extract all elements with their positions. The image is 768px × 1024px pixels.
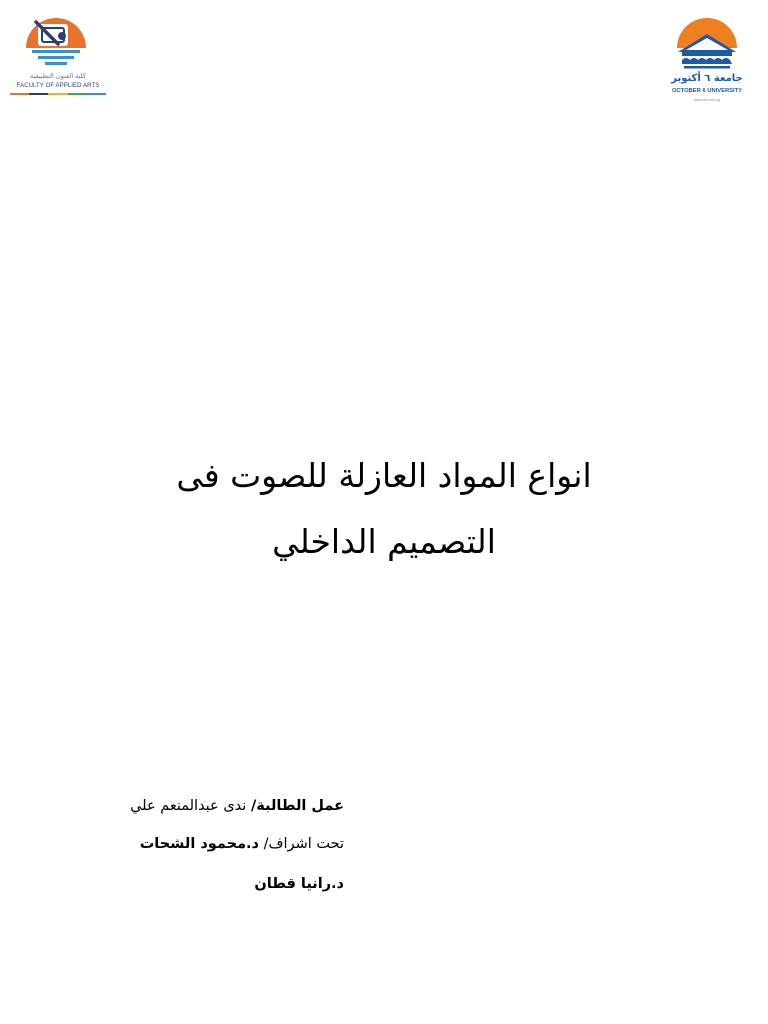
faculty-english-name: FACULTY OF APPLIED ARTS: [16, 83, 100, 89]
student-label: عمل الطالبة/: [250, 798, 344, 814]
supervisor-2-name: د.رانيا قطان: [254, 876, 344, 892]
october-6-university-logo: [664, 12, 750, 110]
university-emblem-icon: [672, 12, 742, 72]
faculty-color-stripe: [10, 93, 106, 95]
supervisor-2-line: [254, 873, 344, 895]
university-english-name: OCTOBER 6 UNIVERSITY: [671, 88, 743, 94]
university-website: www.o6u.edu.eg: [694, 98, 720, 102]
supervisor-1-name: د.محمود الشحات: [139, 836, 260, 852]
university-arabic-name: جامعة ٦ أكتوبر: [671, 73, 743, 84]
faculty-emblem-icon: [18, 10, 94, 70]
faculty-of-applied-arts-logo: [10, 10, 106, 96]
student-name: ندى عبدالمنعم علي: [130, 798, 251, 814]
document-title-line-1: انواع المواد العازلة للصوت فى: [176, 456, 592, 495]
supervision-credit-line: [140, 833, 344, 855]
document-title-line-2: التصميم الداخلي: [272, 522, 496, 561]
faculty-arabic-name: كلية الفنون التطبيقية: [30, 72, 86, 80]
supervision-label: تحت اشراف/: [259, 836, 344, 852]
student-credit-line: [130, 795, 344, 817]
